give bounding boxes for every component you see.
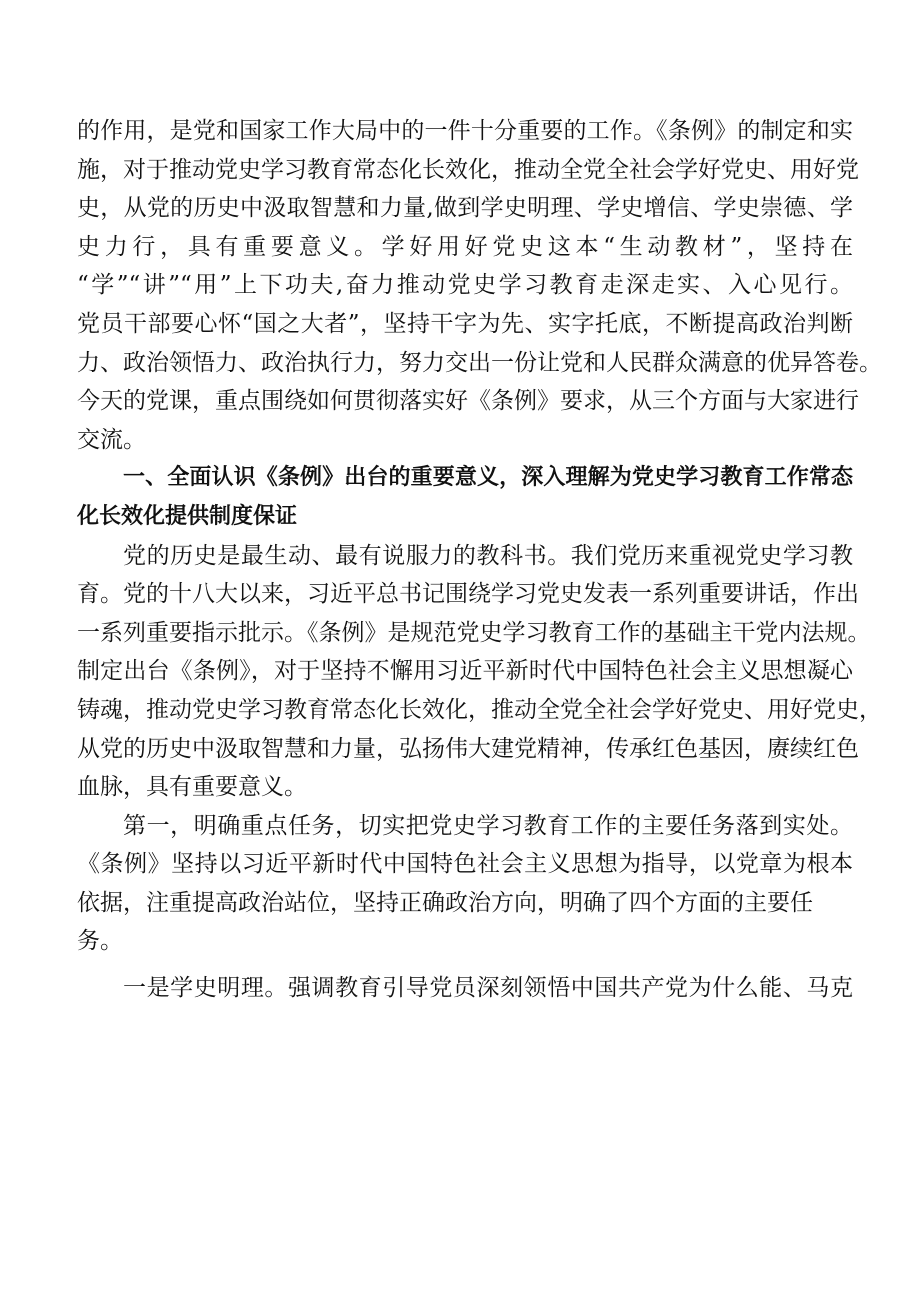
text-line: 一是学史明理。强调教育引导党员深刻领悟中国共产党为什么能、马克 (123, 975, 853, 1002)
text-line: 第一，明确重点任务，切实把党史学习教育工作的主要任务落到实处。 (123, 812, 853, 839)
text-line: 制定出台《条例》，对于坚持不懈用习近平新时代中国特色社会主义思想凝心 (77, 658, 853, 685)
text-line: “学”“讲”“用”上下功夫,奋力推动党史学习教育走深走实、入心见行。 (77, 272, 853, 299)
text-line: 的作用，是党和国家工作大局中的一件十分重要的工作。《条例》的制定和实 (77, 118, 853, 144)
section-heading (77, 459, 853, 536)
text-line: 交流。 (77, 426, 146, 453)
text-line: 一系列重要指示批示。《条例》是规范党史学习教育工作的基础主干党内法规。 (77, 619, 871, 646)
paragraph-first-task (77, 807, 853, 961)
text-line: 《条例》坚持以习近平新时代中国特色社会主义思想为指导，以党章为根本 (77, 851, 853, 878)
document-body (77, 112, 882, 1008)
text-line: 党员干部要心怀“国之大者”，坚持干字为先、实字托底，不断提高政治判断 (77, 310, 853, 337)
text-line: 今天的党课，重点围绕如何贯彻落实好《条例》要求，从三个方面与大家进行 (77, 388, 859, 415)
text-line: 务。 (77, 928, 123, 955)
text-line: 铸魂，推动党史学习教育常态化长效化，推动全党全社会学好党史、用好党史， (77, 696, 882, 723)
text-line: 依据，注重提高政治站位，坚持正确政治方向，明确了四个方面的主要任 (77, 889, 813, 916)
text-line: 党的历史是最生动、最有说服力的教科书。我们党历来重视党史学习教 (123, 542, 853, 569)
paragraph-one (77, 969, 853, 1008)
text-line: 史，从党的历史中汲取智慧和力量,做到学史明理、学史增信、学史崇德、学 (77, 195, 853, 222)
paragraph-history (77, 537, 882, 807)
text-line: 血脉，具有重要意义。 (77, 774, 307, 801)
text-line: 力、政治领悟力、政治执行力，努力交出一份让党和人民群众满意的优异答卷。 (77, 349, 882, 376)
intro-paragraph (77, 112, 882, 459)
text-line: 从党的历史中汲取智慧和力量，弘扬伟大建党精神，传承红色基因，赓续红色 (77, 735, 859, 762)
text-line: 育。党的十八大以来，习近平总书记围绕学习党史发表一系列重要讲话，作出 (77, 581, 859, 608)
heading-line: 一、全面认识《条例》出台的重要意义，深入理解为党史学习教育工作常态 (123, 465, 853, 491)
text-line: 史力行，具有重要意义。学好用好党史这本“生动教材”，坚持在 (77, 233, 853, 260)
heading-line: 化长效化提供制度保证 (77, 503, 298, 529)
text-line: 施，对于推动党史学习教育常态化长效化，推动全党全社会学好党史、用好党 (77, 156, 859, 183)
